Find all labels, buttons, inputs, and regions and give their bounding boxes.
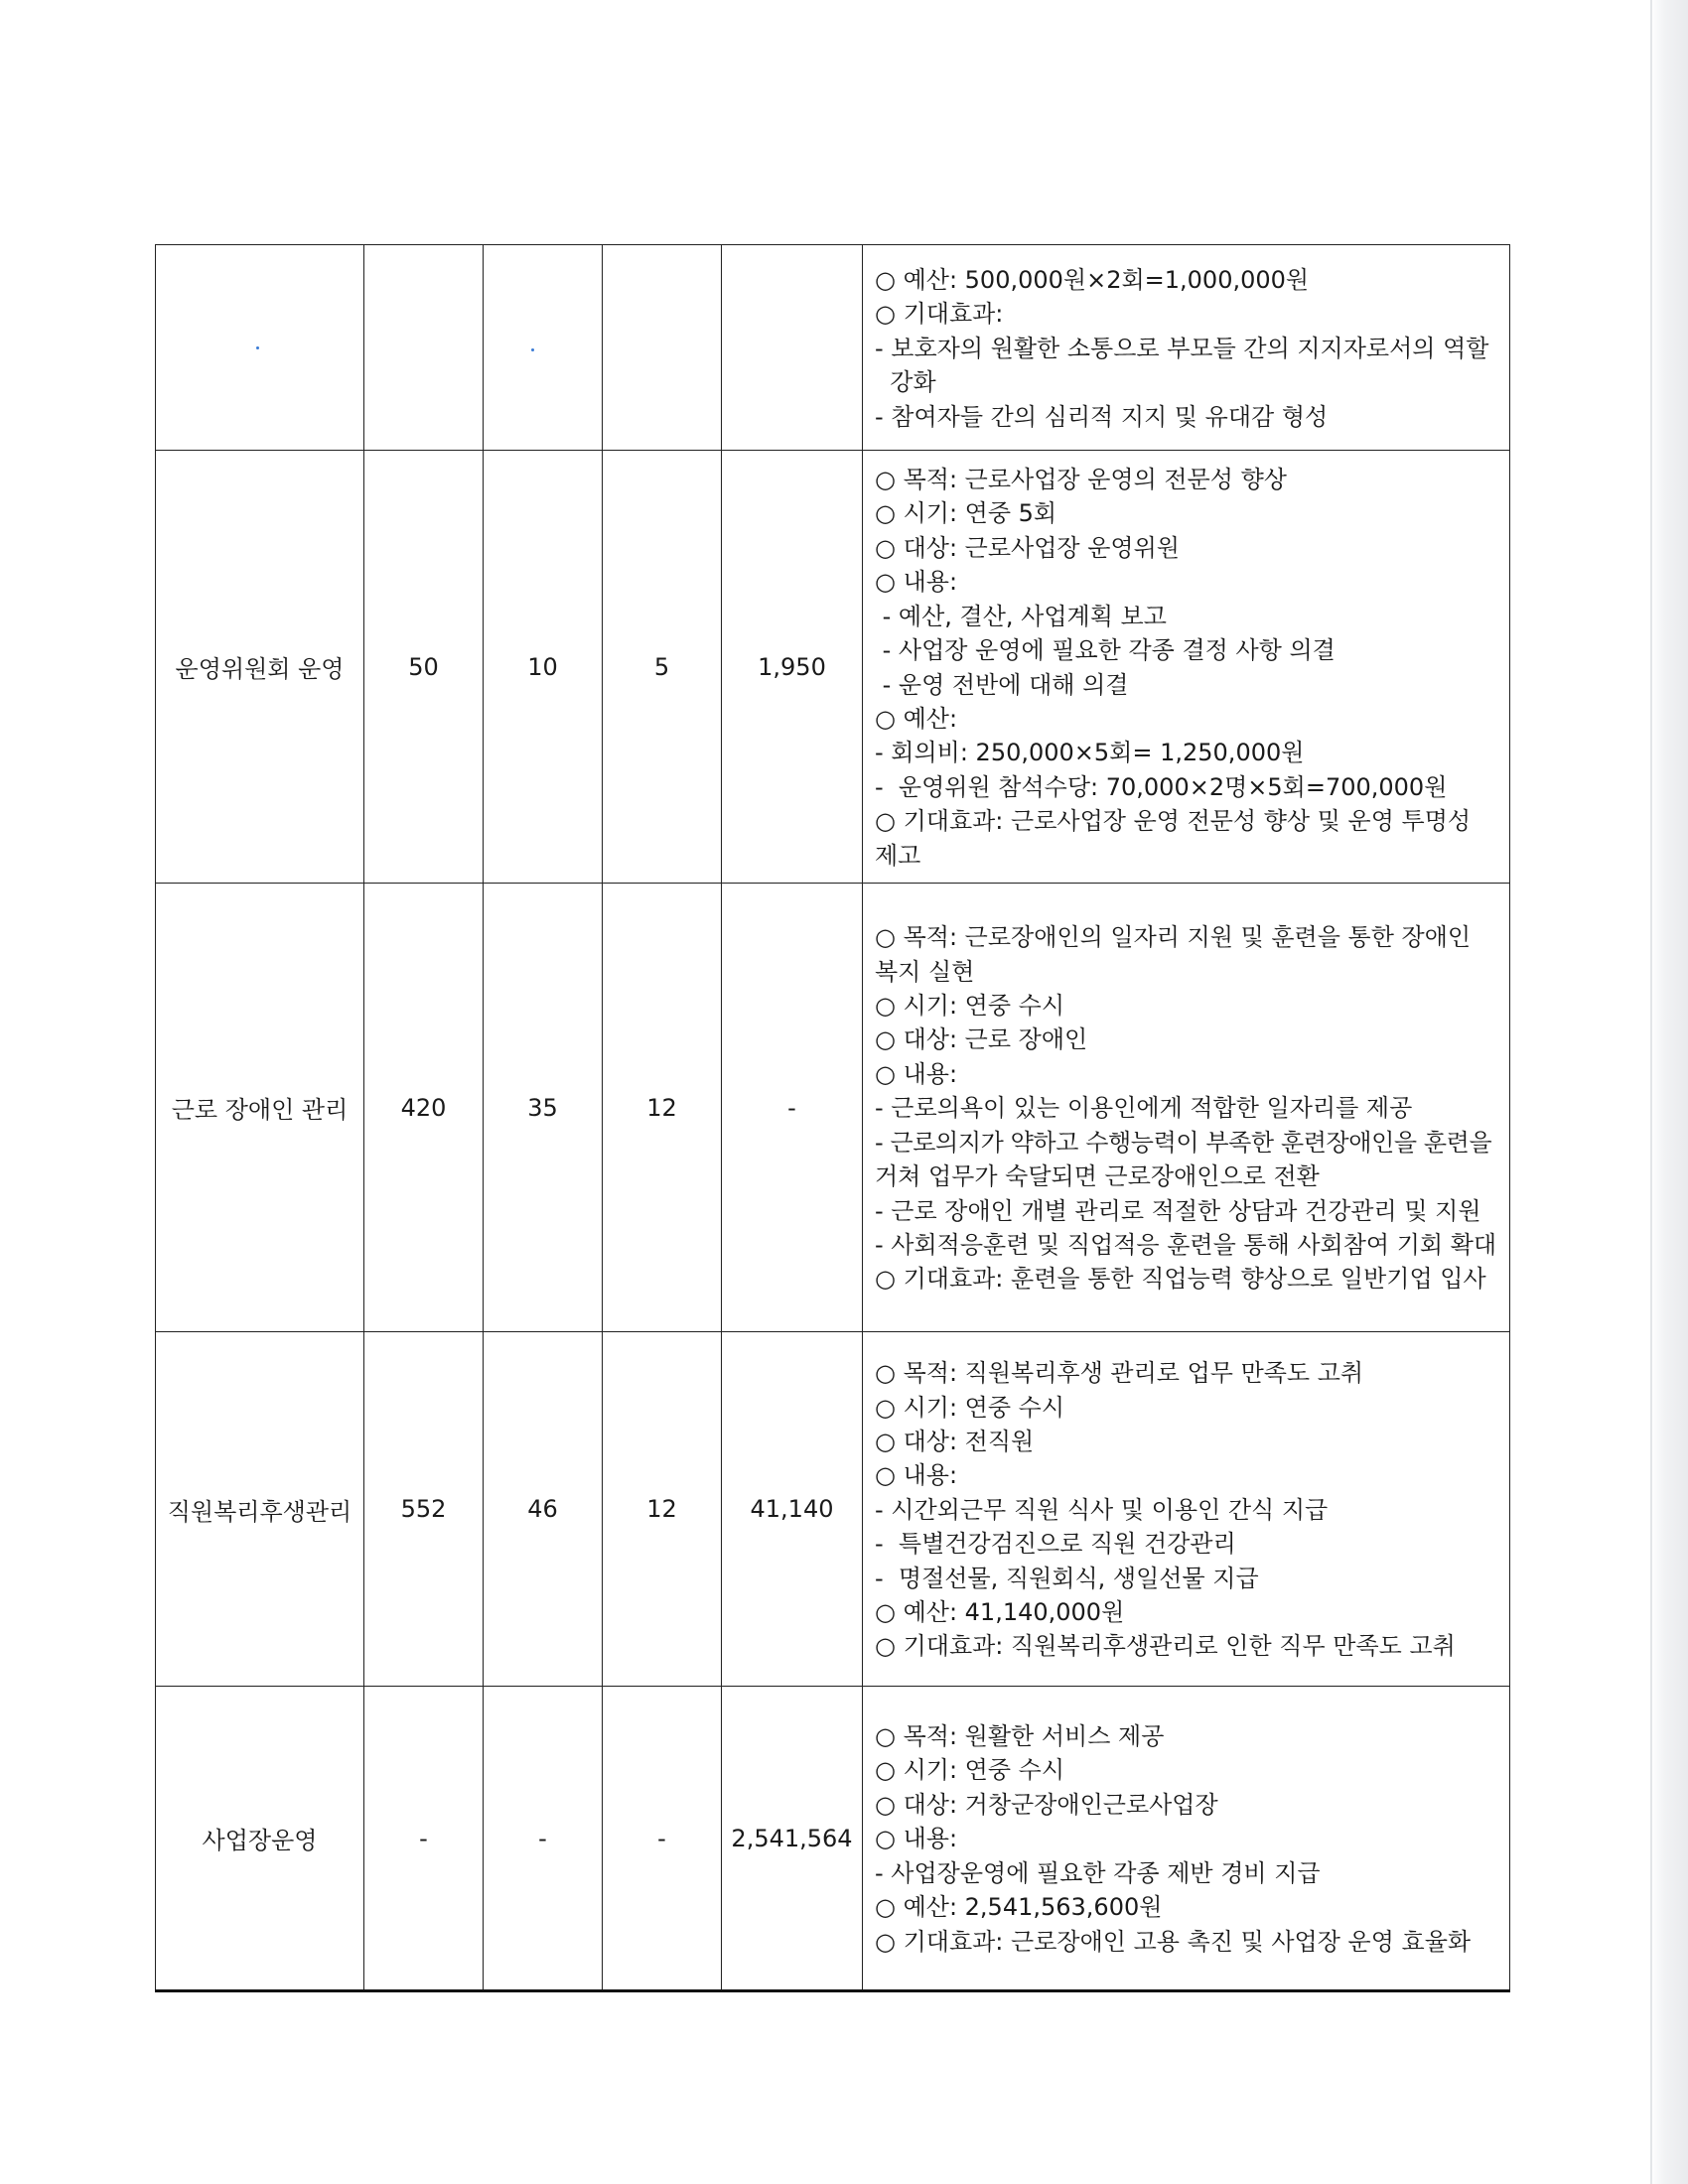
count-value-1: 50: [408, 652, 439, 681]
detail-line: ○ 목적: 근로장애인의 일자리 지원 및 훈련을 통한 장애인: [875, 923, 1472, 952]
detail-line: ○ 기대효과: 직원복리후생관리로 인한 직무 만족도 고취: [875, 1632, 1456, 1661]
count-cell-2: [484, 1687, 603, 1991]
detail-line: ○ 시기: 연중 수시: [875, 992, 1065, 1021]
detail-line: ○ 목적: 근로사업장 운영의 전문성 향상: [875, 466, 1287, 494]
program-name: 근로 장애인 관리: [171, 1096, 349, 1124]
budget-cell: [722, 245, 863, 451]
program-budget-table: [155, 244, 1510, 1992]
table-row: [156, 1687, 1510, 1991]
count-value-3: 5: [653, 652, 670, 681]
budget-cell: [722, 1332, 863, 1687]
detail-line: - 근로의욕이 있는 이용인에게 적합한 일자리를 제공: [875, 1094, 1413, 1123]
detail-line: ○ 기대효과: 근로장애인 고용 촉진 및 사업장 운영 효율화: [875, 1927, 1472, 1956]
budget-cell: [722, 451, 863, 884]
program-name-cell: [156, 451, 364, 884]
count-cell-2: [484, 451, 603, 884]
count-cell-1: [364, 1687, 484, 1991]
details-cell: [863, 884, 1510, 1332]
detail-line: 제고: [875, 841, 921, 870]
budget-value: -: [787, 1093, 796, 1122]
count-value-2: 46: [527, 1495, 558, 1523]
scan-speck: [531, 348, 534, 351]
program-name-cell: [156, 1332, 364, 1687]
detail-line: - 보호자의 원활한 소통으로 부모들 간의 지지자로서의 역할: [875, 334, 1489, 362]
detail-line: - 운영 전반에 대해 의결: [875, 670, 1129, 699]
detail-line: ○ 대상: 근로 장애인: [875, 1025, 1088, 1054]
count-cell-3: [603, 451, 722, 884]
detail-line: ○ 기대효과:: [875, 300, 1004, 329]
count-cell-1: [364, 451, 484, 884]
detail-line: - 사업장운영에 필요한 각종 제반 경비 지급: [875, 1858, 1321, 1887]
detail-line: - 시간외근무 직원 식사 및 이용인 간식 지급: [875, 1495, 1329, 1524]
detail-line: - 특별건강검진으로 직원 건강관리: [875, 1530, 1236, 1559]
detail-line: ○ 예산:: [875, 704, 958, 733]
detail-line: - 운영위원 참석수당: 70,000×2명×5회=700,000원: [875, 772, 1448, 801]
scan-edge-line: [1650, 0, 1652, 2184]
table-row: [156, 451, 1510, 884]
count-value-3: 12: [646, 1093, 677, 1122]
table-row: [156, 245, 1510, 451]
details-cell: [863, 245, 1510, 451]
count-value-2: 10: [527, 652, 558, 681]
details-cell: [863, 1332, 1510, 1687]
program-name: 직원복리후생관리: [167, 1497, 352, 1526]
program-name-cell: [156, 1687, 364, 1991]
detail-line: - 근로 장애인 개별 관리로 적절한 상담과 건강관리 및 지원: [875, 1196, 1481, 1225]
program-name: 운영위원회 운영: [175, 655, 345, 683]
budget-cell: [722, 1687, 863, 1991]
detail-line: ○ 목적: 직원복리후생 관리로 업무 만족도 고취: [875, 1359, 1364, 1388]
count-value-1: 552: [400, 1495, 447, 1523]
budget-value: 2,541,564: [731, 1824, 853, 1852]
count-cell-3: [603, 1332, 722, 1687]
scan-edge-shadow: [1650, 0, 1688, 2184]
budget-value: 41,140: [750, 1495, 834, 1523]
table-row: [156, 884, 1510, 1332]
count-cell-2: [484, 1332, 603, 1687]
detail-line: - 사회적응훈련 및 직업적응 훈련을 통해 사회참여 기회 확대: [875, 1230, 1497, 1259]
detail-line: ○ 예산: 500,000원×2회=1,000,000원: [875, 265, 1310, 294]
count-value-1: -: [419, 1824, 428, 1852]
detail-line: ○ 내용:: [875, 568, 958, 597]
details-cell: [863, 1687, 1510, 1991]
detail-line: ○ 목적: 원활한 서비스 제공: [875, 1722, 1165, 1751]
detail-line: - 회의비: 250,000×5회= 1,250,000원: [875, 739, 1305, 767]
count-cell-2: [484, 245, 603, 451]
detail-line: ○ 시기: 연중 5회: [875, 499, 1057, 528]
detail-line: ○ 기대효과: 훈련을 통한 직업능력 향상으로 일반기업 입사: [875, 1265, 1486, 1294]
program-name-cell: [156, 884, 364, 1332]
detail-line: ○ 내용:: [875, 1461, 958, 1490]
count-value-3: 12: [646, 1495, 677, 1523]
count-cell-3: [603, 1687, 722, 1991]
detail-line: - 사업장 운영에 필요한 각종 결정 사항 의결: [875, 636, 1336, 665]
detail-line: ○ 예산: 41,140,000원: [875, 1598, 1125, 1627]
detail-line: 복지 실현: [875, 957, 975, 986]
detail-line: - 참여자들 간의 심리적 지지 및 유대감 형성: [875, 402, 1329, 431]
count-value-2: -: [538, 1824, 547, 1852]
detail-line: ○ 시기: 연중 수시: [875, 1756, 1065, 1785]
detail-line: ○ 시기: 연중 수시: [875, 1393, 1065, 1422]
detail-line: ○ 대상: 근로사업장 운영위원: [875, 533, 1180, 562]
detail-line: ○ 예산: 2,541,563,600원: [875, 1893, 1163, 1922]
detail-line: ○ 대상: 거창군장애인근로사업장: [875, 1790, 1218, 1819]
detail-line: - 근로의지가 약하고 수행능력이 부족한 훈련장애인을 훈련을: [875, 1128, 1492, 1157]
count-cell-1: [364, 1332, 484, 1687]
detail-line: ○ 대상: 전직원: [875, 1427, 1035, 1455]
details-cell: [863, 451, 1510, 884]
detail-line: 강화: [875, 368, 936, 397]
scan-speck: [256, 346, 259, 349]
count-value-3: -: [657, 1824, 666, 1852]
count-cell-3: [603, 884, 722, 1332]
detail-line: ○ 내용:: [875, 1825, 958, 1853]
detail-line: ○ 내용:: [875, 1059, 958, 1088]
budget-value: 1,950: [758, 652, 826, 681]
program-budget-table-container: [155, 244, 1509, 1992]
budget-cell: [722, 884, 863, 1332]
count-cell-3: [603, 245, 722, 451]
count-value-2: 35: [527, 1093, 558, 1122]
count-cell-1: [364, 245, 484, 451]
count-cell-1: [364, 884, 484, 1332]
table-row: [156, 1332, 1510, 1687]
count-cell-2: [484, 884, 603, 1332]
detail-line: ○ 기대효과: 근로사업장 운영 전문성 향상 및 운영 투명성: [875, 807, 1472, 836]
detail-line: 거쳐 업무가 숙달되면 근로장애인으로 전환: [875, 1162, 1320, 1191]
table-body: [156, 245, 1510, 1991]
count-value-1: 420: [400, 1093, 447, 1122]
program-name-cell: [156, 245, 364, 451]
detail-line: - 예산, 결산, 사업계획 보고: [875, 602, 1167, 630]
program-name: 사업장운영: [202, 1827, 318, 1854]
detail-line: - 명절선물, 직원회식, 생일선물 지급: [875, 1564, 1259, 1592]
